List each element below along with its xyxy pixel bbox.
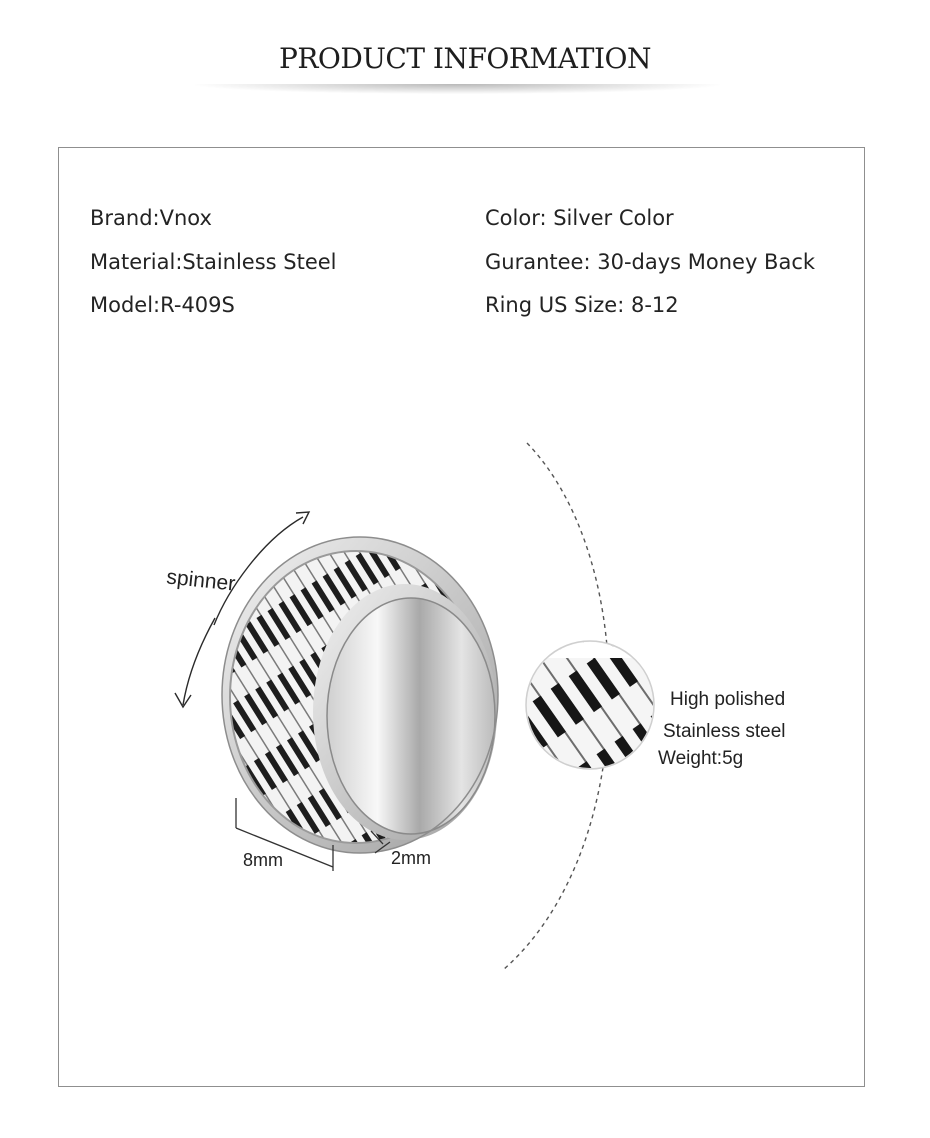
spec-ring-size: Ring US Size: 8-12 xyxy=(485,293,679,317)
detail-weight-label: Weight:5g xyxy=(658,748,744,769)
ring-band xyxy=(222,537,498,853)
spec-brand: Brand:Vnox xyxy=(90,206,212,230)
spinner-label: spinner xyxy=(165,565,237,596)
spec-color: Color: Silver Color xyxy=(485,206,674,230)
spec-model: Model:R-409S xyxy=(90,293,235,317)
detail-finish-label: High polished xyxy=(670,689,786,710)
page-title: PRODUCT INFORMATION xyxy=(279,42,651,75)
spec-guarantee: Gurantee: 30-days Money Back xyxy=(485,250,816,274)
detail-material-label: Stainless steel xyxy=(663,721,786,742)
thickness-label: 2mm xyxy=(391,848,431,868)
detail-magnifier xyxy=(520,640,660,780)
width-label: 8mm xyxy=(243,850,283,870)
spec-material: Material:Stainless Steel xyxy=(90,250,337,274)
